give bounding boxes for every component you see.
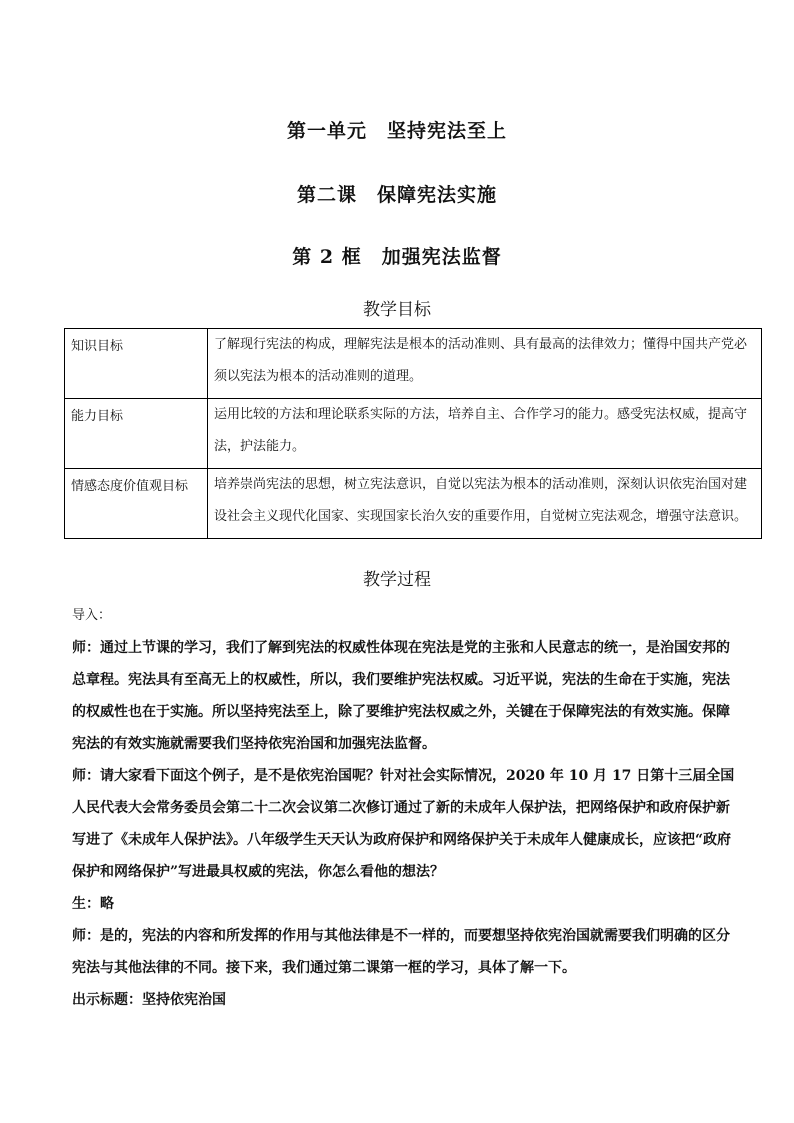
intro-label: 导入：	[72, 608, 112, 623]
process-heading: 教学过程	[363, 570, 431, 590]
student-paragraph: 生：略	[72, 896, 114, 912]
objectives-table	[64, 328, 762, 539]
section-title: 第 2 框 加强宪法监督	[292, 246, 502, 268]
objective-label: 情感态度价值观目标	[65, 469, 208, 539]
table-row	[65, 469, 762, 539]
objective-label: 能力目标	[65, 399, 208, 469]
teacher-paragraph: 师：是的，宪法的内容和所发挥的作用与其他法律是不一样的，而要想坚持依宪治国就需要我们明确的区分宪法与其他法律的不同。接下来，我们通过第二课第一框的学习，具体了解一下。	[72, 928, 730, 976]
table-row	[65, 329, 762, 399]
table-row	[65, 399, 762, 469]
teacher-paragraph: 师：请大家看下面这个例子，是不是依宪治国呢？针对社会实际情况，2020 年 10 月 17 日第十三届全国人民代表大会常务委员会第二十二次会议第二次修订通过了新的未成年人保护法，把网络保护和政府保护新写进了《未成年人保护法》。八年级学生天天认为政府保护和网络保护关于未成年人健康成长，应该把“政府保护和网络保护”写进最具权威的宪法，你怎么看他的想法？	[72, 768, 735, 880]
show-title-paragraph: 出示标题：坚持依宪治国	[72, 992, 226, 1008]
objective-content: 了解现行宪法的构成，理解宪法是根本的活动准则、具有最高的法律效力；懂得中国共产党必须以宪法为根本的活动准则的道理。	[208, 329, 762, 399]
lesson-title: 第二课 保障宪法实施	[296, 184, 497, 206]
objective-content: 运用比较的方法和理论联系实际的方法，培养自主、合作学习的能力。感受宪法权威，提高守法，护法能力。	[208, 399, 762, 469]
objectives-heading: 教学目标	[363, 300, 431, 320]
process-body	[72, 600, 742, 1016]
objective-content: 培养崇尚宪法的思想，树立宪法意识，自觉以宪法为根本的活动准则，深刻认识依宪治国对建设社会主义现代化国家、实现国家长治久安的重要作用，自觉树立宪法观念，增强守法意识。	[208, 469, 762, 539]
unit-title: 第一单元 坚持宪法至上	[286, 120, 507, 142]
teacher-paragraph: 师：通过上节课的学习，我们了解到宪法的权威性体现在宪法是党的主张和人民意志的统一，是治国安邦的总章程。宪法具有至高无上的权威性，所以，我们要维护宪法权威。习近平说，宪法的生命在于实施，宪法的权威性也在于实施。所以坚持宪法至上，除了要维护宪法权威之外，关键在于保障宪法的有效实施。保障宪法的有效实施就需要我们坚持依宪治国和加强宪法监督。	[72, 640, 730, 752]
objective-label: 知识目标	[65, 329, 208, 399]
